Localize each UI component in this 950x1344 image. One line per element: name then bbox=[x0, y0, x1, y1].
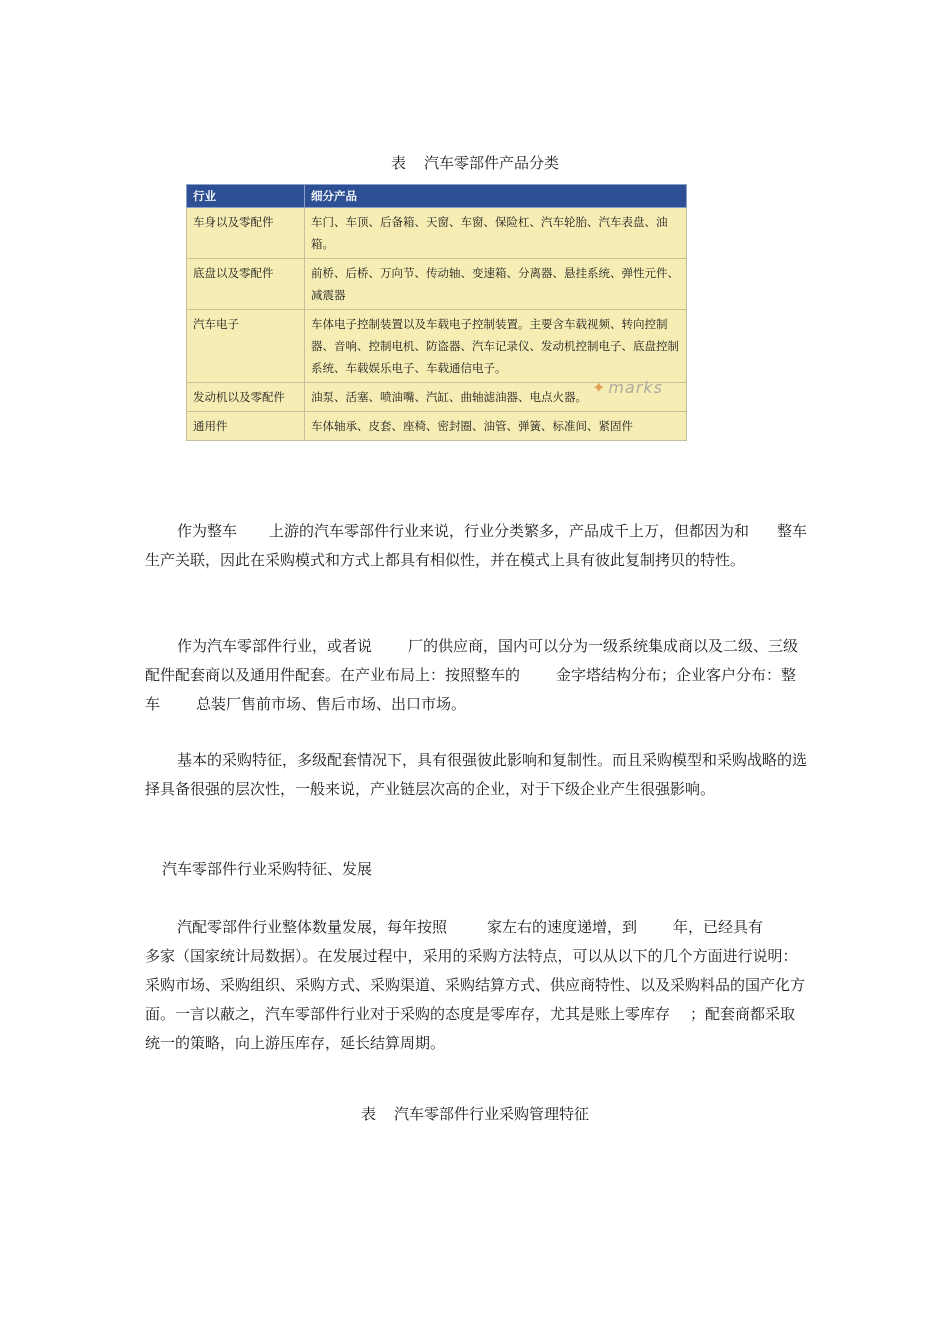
table-row bbox=[187, 310, 687, 383]
header-products: 细分产品 bbox=[305, 185, 687, 208]
table-caption-procurement-management bbox=[0, 1103, 950, 1124]
caption-label: 表 bbox=[390, 154, 406, 172]
cell-products: 车体电子控制装置以及车载电子控制装置。主要含车载视频、转向控制器、音响、控制电机、防盗器、汽车记录仪、发动机控制电子、底盘控制系统、车载娱乐电子、车载通信电子。 bbox=[305, 310, 687, 383]
table-row bbox=[187, 208, 687, 259]
paragraph-industry-development bbox=[145, 913, 810, 1058]
para-text: 总装厂售前市场、售后市场、出口市场。 bbox=[196, 695, 467, 713]
caption-label: 表 bbox=[360, 1105, 376, 1123]
paragraph-industry-overview bbox=[145, 517, 810, 575]
cell-industry: 车身以及零配件 bbox=[187, 208, 305, 259]
caption-text: 汽车零部件产品分类 bbox=[424, 154, 560, 172]
header-industry: 行业 bbox=[187, 185, 305, 208]
cell-industry: 底盘以及零配件 bbox=[187, 259, 305, 310]
para-text: 年，已经具有 bbox=[673, 918, 764, 936]
para-text: 整车生产关联，因此在采购模式和方式上都具有相似性，并在模式上具有彼此复制拷贝的特性。 bbox=[145, 522, 808, 569]
para-text: 金字塔结构分布；企业客户分布：整车 bbox=[145, 666, 797, 713]
para-text: 家左右的速度递增，到 bbox=[487, 918, 638, 936]
para-text: 汽配零部件行业整体数量发展，每年按照 bbox=[177, 918, 448, 936]
para-text: 作为汽车零部件行业，或者说 bbox=[177, 637, 373, 655]
cell-products: 油泵、活塞、喷油嘴、汽缸、曲轴滤油器、电点火器。 bbox=[305, 383, 687, 412]
table-caption-product-classification bbox=[0, 152, 950, 173]
watermark-star-icon: ✦ bbox=[592, 378, 607, 397]
para-text: 上游的汽车零部件行业来说，行业分类繁多，产品成千上万，但都因为和 bbox=[269, 522, 750, 540]
table-row bbox=[187, 412, 687, 441]
para-text: 多家（国家统计局数据）。在发展过程中，采用的采购方法特点，可以从以下的几个方面进行说明：采购市场、采购组织、采购方式、采购渠道、采购结算方式、供应商特性、以及采购料品的国产化方面。一言以蔽之，汽车零部件行业对于采购的态度是零库存，尤其是账上零库存 bbox=[145, 947, 806, 1023]
para-text: ；配套商都采取统一的策略，向上游压库存，延长结算周期。 bbox=[145, 1005, 796, 1052]
cell-industry: 通用件 bbox=[187, 412, 305, 441]
cell-products: 车门、车顶、后备箱、天窗、车窗、保险杠、汽车轮胎、汽车表盘、油箱。 bbox=[305, 208, 687, 259]
product-classification-table bbox=[186, 184, 687, 441]
section-heading: 汽车零部件行业采购特征、发展 bbox=[162, 860, 373, 878]
cell-products: 前桥、后桥、万向节、传动轴、变速箱、分离器、悬挂系统、弹性元件、减震器 bbox=[305, 259, 687, 310]
para-text: 厂的供应商，国内可以分为一级系统集成商以及二级、三级配件配套商以及通用件配套。在产业布局上：按照整车的 bbox=[145, 637, 799, 684]
watermark-text: marks bbox=[608, 378, 663, 397]
table-row bbox=[187, 259, 687, 310]
cell-industry: 汽车电子 bbox=[187, 310, 305, 383]
cell-products: 车体轴承、皮套、座椅、密封圈、油管、弹簧、标准间、紧固件 bbox=[305, 412, 687, 441]
cell-industry: 发动机以及零配件 bbox=[187, 383, 305, 412]
paragraph-procurement-features bbox=[145, 746, 810, 804]
image-watermark bbox=[592, 378, 663, 397]
paragraph-supplier-tiers bbox=[145, 632, 810, 719]
para-text: 基本的采购特征，多级配套情况下，具有很强彼此影响和复制性。而且采购模型和采购战略的选择具备很强的层次性，一般来说，产业链层次高的企业，对于下级企业产生很强影响。 bbox=[145, 751, 808, 798]
caption-text: 汽车零部件行业采购管理特征 bbox=[394, 1105, 590, 1123]
para-text: 作为整车 bbox=[177, 522, 238, 540]
table-header-row bbox=[187, 185, 687, 208]
